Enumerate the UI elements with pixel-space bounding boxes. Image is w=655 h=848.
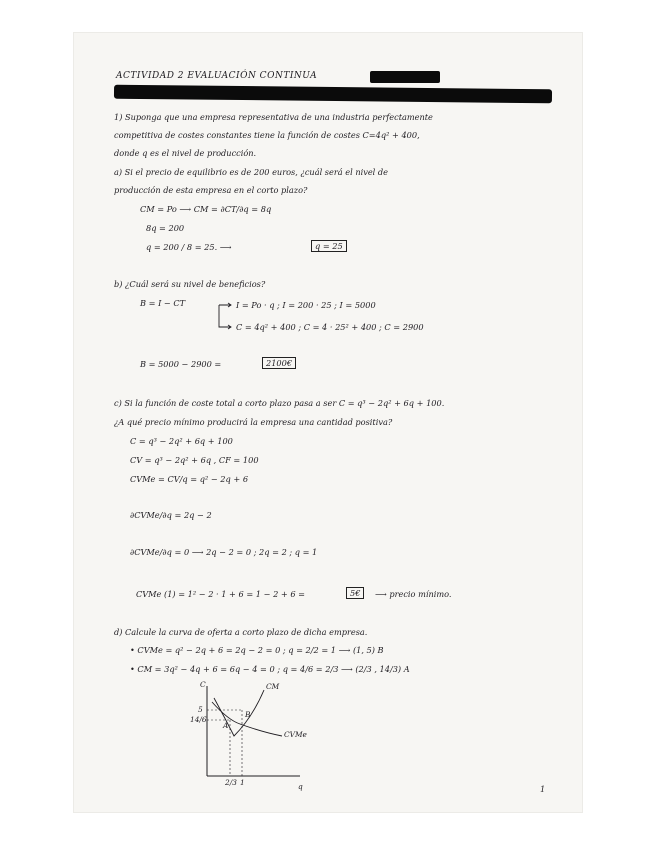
part-b-step-3: C = 4q² + 400 ; C = 4 · 25² + 400 ; C = 2900 bbox=[236, 322, 424, 332]
graph-point-b: B bbox=[245, 710, 251, 719]
bracket-arrow bbox=[217, 303, 237, 333]
part-d-bullet-2: • CM = 3q² − 4q + 6 = 6q − 4 = 0 ; q = 4/6 = 2/3 ⟶ (2/3 , 14/3) A bbox=[130, 664, 410, 674]
problem-intro-line-1: 1) Suponga que una empresa representativa de una industria perfectamente bbox=[114, 112, 433, 122]
part-a-answer-box: q = 25 bbox=[311, 240, 347, 252]
part-c-step-1: C = q³ − 2q² + 6q + 100 bbox=[130, 436, 233, 446]
graph-tick-14-6: 14/6 bbox=[190, 715, 207, 724]
part-b-step-2: I = Po · q ; I = 200 · 25 ; I = 5000 bbox=[236, 300, 376, 310]
part-b-answer-box: 2100€ bbox=[262, 357, 296, 369]
graph-point-a: A bbox=[223, 721, 229, 730]
part-d-bullet-1: • CVMe = q² − 2q + 6 = 2q − 2 = 0 ; q = 2/2 = 1 ⟶ (1, 5) B bbox=[130, 645, 384, 655]
cvme-curve bbox=[212, 702, 282, 736]
graph-y-label: C bbox=[200, 680, 206, 689]
graph-cvme-label: CVMe bbox=[284, 730, 307, 739]
problem-intro-line-3: donde q es el nivel de producción. bbox=[114, 148, 257, 158]
paper-sheet bbox=[74, 33, 582, 812]
graph-x-label: q bbox=[298, 782, 303, 791]
part-c-step-6: CVMe (1) = 1² − 2 · 1 + 6 = 1 − 2 + 6 = bbox=[136, 589, 306, 599]
graph-tick-1: 1 bbox=[240, 778, 245, 787]
part-a-question-line-2: producción de esta empresa en el corto plazo? bbox=[114, 185, 308, 195]
cost-curves-sketch bbox=[192, 680, 312, 798]
part-c-question-line-2: ¿A qué precio mínimo producirá la empresa una cantidad positiva? bbox=[114, 417, 393, 427]
graph-cm-label: CM bbox=[266, 682, 280, 691]
part-c-answer-box: 5€ bbox=[346, 587, 364, 599]
graph-tick-2-3: 2/3 bbox=[225, 778, 237, 787]
part-a-step-3: q = 200 / 8 = 25. ⟶ bbox=[146, 242, 232, 252]
part-a-step-1: CM = Po ⟶ CM = ∂CT/∂q = 8q bbox=[140, 204, 272, 214]
part-c-step-2: CV = q³ − 2q² + 6q , CF = 100 bbox=[130, 455, 259, 465]
redacted-name-block bbox=[370, 71, 440, 83]
part-d-question: d) Calcule la curva de oferta a corto plazo de dicha empresa. bbox=[114, 627, 368, 637]
page-title: ACTIVIDAD 2 EVALUACIÓN CONTINUA bbox=[116, 71, 318, 81]
problem-intro-line-2: competitiva de costes constantes tiene la función de costes C=4q² + 400, bbox=[114, 130, 420, 140]
part-b-step-4: B = 5000 − 2900 = bbox=[140, 359, 222, 369]
redaction-bar bbox=[114, 85, 552, 104]
part-c-question-line-1: c) Si la función de coste total a corto plazo pasa a ser C = q³ − 2q² + 6q + 100. bbox=[114, 398, 445, 408]
part-b-question: b) ¿Cuál será su nivel de beneficios? bbox=[114, 279, 266, 289]
part-b-step-1: B = I − CT bbox=[140, 298, 186, 308]
page-number: 1 bbox=[540, 784, 546, 794]
part-c-step-4: ∂CVMe/∂q = 2q − 2 bbox=[130, 510, 212, 520]
part-c-step-5: ∂CVMe/∂q = 0 ⟶ 2q − 2 = 0 ; 2q = 2 ; q = 1 bbox=[130, 547, 318, 557]
part-a-question-line-1: a) Si el precio de equilibrio es de 200 euros, ¿cuál será el nivel de bbox=[114, 167, 388, 177]
graph-tick-5: 5 bbox=[198, 705, 203, 714]
part-c-answer-note: ⟶ precio mínimo. bbox=[375, 589, 452, 599]
part-c-step-3: CVMe = CV/q = q² − 2q + 6 bbox=[130, 474, 249, 484]
part-a-step-2: 8q = 200 bbox=[146, 223, 185, 233]
